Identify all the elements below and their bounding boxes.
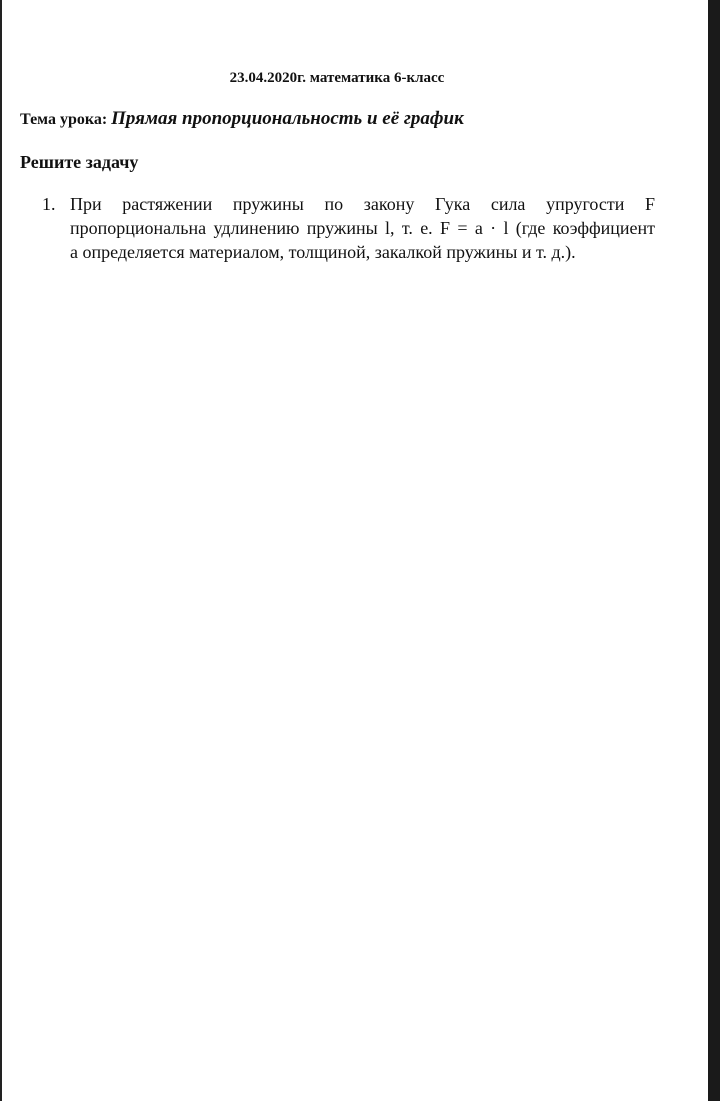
problem-line: а определяется материалом, толщиной, закалкой пружины и т. д.).	[70, 242, 576, 262]
problem-text	[70, 192, 655, 264]
document-header: 23.04.2020г. математика 6-класс	[229, 70, 445, 86]
task-heading: Решите задачу	[20, 152, 139, 172]
lesson-topic	[20, 108, 464, 130]
topic-label: Тема урока:	[20, 111, 108, 128]
problem-number: 1.	[42, 194, 56, 214]
problem-item	[42, 192, 655, 264]
topic-title: Прямая пропорциональность и её график	[111, 108, 464, 129]
problem-line: пропорциональна удлинению пружины l, т. е. F = a · l (где коэффициент	[70, 218, 655, 238]
problem-line: При растяжении пружины по закону Гука сила упругости F	[70, 194, 655, 214]
